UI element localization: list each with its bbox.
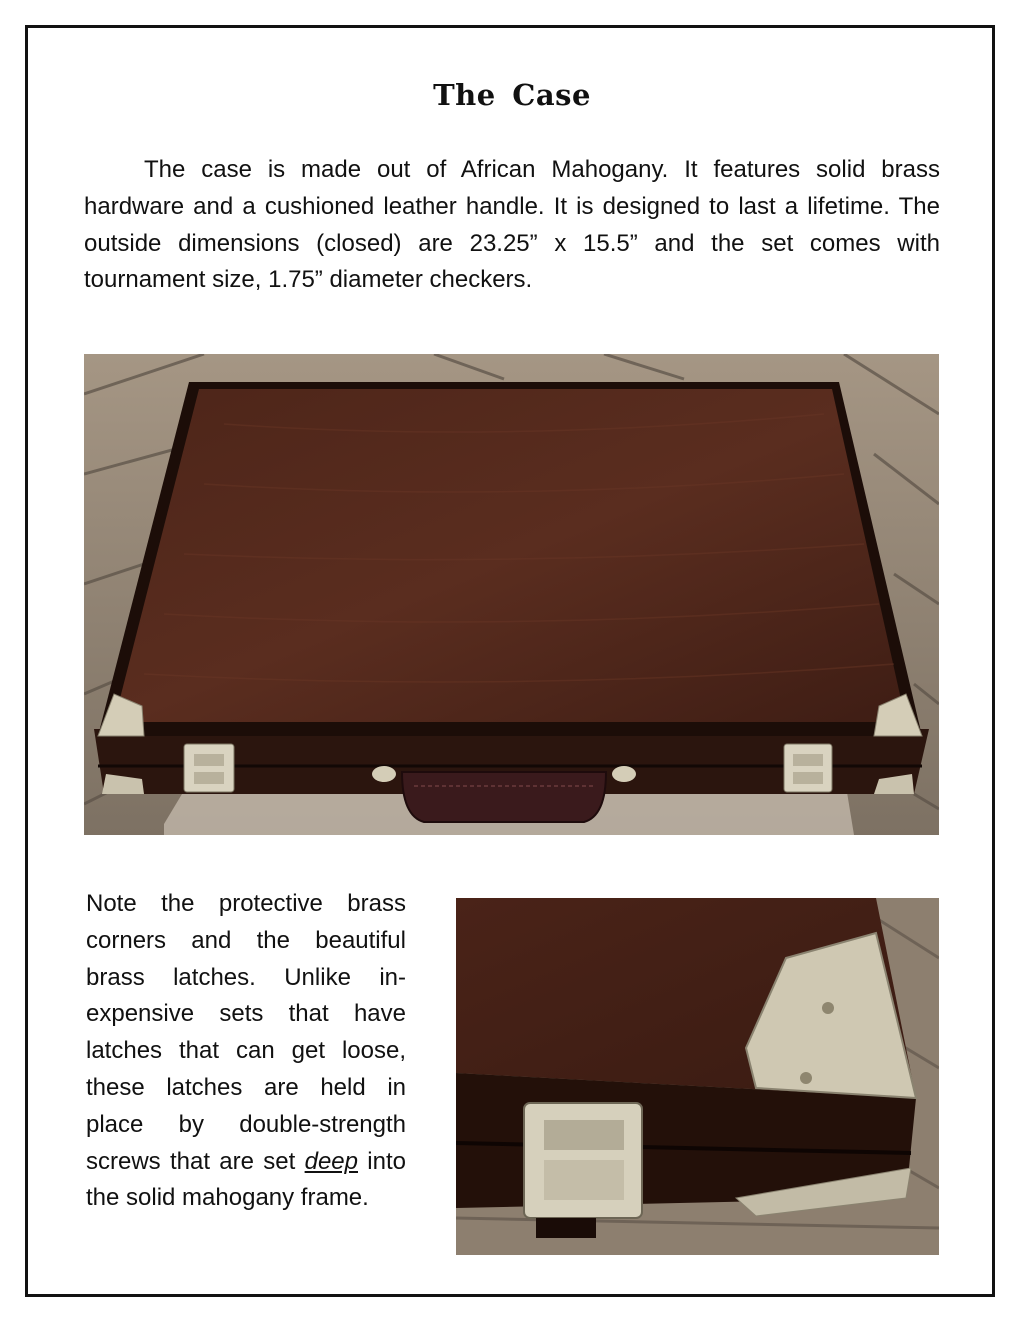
note-text-end: into the solid mahogany frame. bbox=[86, 1147, 406, 1212]
page-title: The Case bbox=[433, 78, 591, 112]
closeup-photo bbox=[456, 898, 939, 1255]
brass-latch bbox=[524, 1103, 642, 1238]
note-text: Note the protective brass corners and the beautiful brass latches. Unlike in-expensive sets that have latches that can get loose, these latches are held in place by double-strength screws that are set bbox=[86, 890, 406, 1175]
latch-right bbox=[784, 744, 832, 792]
latch-left bbox=[184, 744, 234, 792]
note-emphasis: deep bbox=[304, 1147, 358, 1175]
note-paragraph bbox=[86, 886, 406, 1217]
leather-handle bbox=[402, 772, 606, 822]
intro-paragraph: The case is made out of African Mahogany. It features solid brass hardware and a cushioned leather handle. It is designed to last a lifetime. The outside dimensions (closed) are 23.25” x 15.5” and the set comes with tournament size, 1.75” diameter checkers. bbox=[84, 156, 940, 294]
case-photo bbox=[84, 354, 939, 835]
